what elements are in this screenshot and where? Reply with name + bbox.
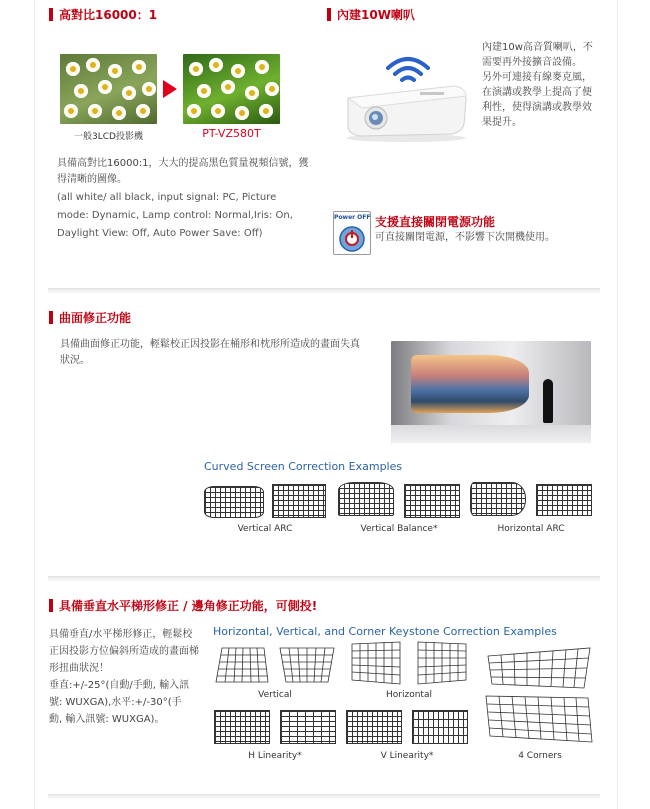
contrast-note-line-1: (all white/ all black, input signal: PC, Picture: [57, 192, 277, 203]
power-off-symbol-icon: [334, 224, 370, 254]
vertical-arc-grid-b: [272, 484, 326, 518]
speaker-line-5: 利性，使得演講或教學效: [482, 102, 592, 113]
vertical-balance-grid-a: [338, 482, 394, 516]
speaker-line-2: 需要再外接擴音設備。: [482, 57, 582, 68]
h-linearity-grid-a: [214, 710, 270, 744]
arrow-right-icon: [163, 80, 177, 98]
speaker-title: 內建10W喇叭: [337, 8, 415, 22]
speaker-line-3: 另外可連接有線麥克風，: [482, 72, 592, 83]
curved-screen-photo: [391, 341, 591, 443]
vertical-arc-label: Vertical ARC: [237, 524, 293, 534]
pt-vz580t-photo: [183, 54, 280, 124]
curved-examples-title: Curved Screen Correction Examples: [204, 460, 403, 473]
keystone-description: [49, 626, 199, 728]
contrast-heading: [49, 6, 157, 23]
keystone-line-2: 正因投影方位偏斜所造成的畫面梯: [49, 646, 199, 657]
contrast-note-line-3: Daylight View: Off, Auto Power Save: Off): [57, 228, 263, 239]
projector-image: [342, 82, 470, 142]
keystone-title: 具備垂直水平梯形修正 / 邊角修正功能，可側投!: [59, 599, 318, 613]
speaker-heading: [327, 6, 415, 23]
person-silhouette: [543, 379, 553, 423]
heading-bar: [49, 8, 53, 21]
horizontal-arc-label: Horizontal ARC: [497, 524, 565, 534]
keystone-line-1: 具備垂直/水平梯形修正，輕鬆校: [49, 629, 193, 640]
keystone-line-3: 形扭曲狀況！: [49, 663, 109, 674]
speaker-line-6: 果提升。: [482, 117, 522, 128]
h-linearity-label: H Linearity*: [248, 751, 302, 761]
section-divider: [48, 794, 600, 800]
vertical-arc-grid-a: [204, 486, 264, 518]
vertical-balance-label: Vertical Balance*: [360, 524, 438, 534]
standard-projector-photo: [60, 54, 157, 124]
heading-bar: [49, 599, 53, 612]
section-divider: [48, 288, 600, 294]
power-off-description: 可直接關閉電源，不影響下次開機使用。: [375, 232, 555, 243]
curved-screen-image: [411, 355, 529, 413]
h-linearity-grid-b: [280, 710, 336, 744]
horizontal-keystone-grids: [350, 640, 468, 686]
floor: [391, 425, 591, 443]
speaker-description: [482, 40, 593, 130]
vertical-keystone-grids: [214, 646, 336, 686]
horizontal-keystone-label: Horizontal: [386, 690, 432, 700]
curved-title: 曲面修正功能: [59, 311, 132, 325]
four-corners-label: 4 Corners: [518, 751, 562, 761]
curved-description-line-2: 狀況。: [60, 355, 90, 366]
v-linearity-label: V Linearity*: [380, 751, 434, 761]
heading-bar: [327, 8, 331, 21]
speaker-line-1: 內建10w高音質喇叭，不: [482, 42, 593, 53]
curved-heading: [49, 309, 131, 326]
keystone-line-5: 號: WUXGA),水平:+/-30°(手: [49, 697, 182, 708]
heading-bar: [49, 311, 53, 324]
v-linearity-grid-b: [412, 710, 468, 744]
vertical-keystone-label: Vertical: [258, 690, 292, 700]
four-corners-grids: [484, 646, 596, 750]
wireless-signal-icon: [384, 52, 432, 86]
contrast-note-line-2: mode: Dynamic, Lamp control: Normal,Iris: On,: [57, 210, 293, 221]
keystone-examples-title: Horizontal, Vertical, and Corner Keystone Correction Examples: [213, 625, 557, 638]
v-linearity-grid-a: [346, 710, 402, 744]
keystone-line-6: 動, 輸入訊號: WUXGA)。: [49, 714, 165, 725]
horizontal-arc-grid-a: [470, 482, 526, 516]
curved-description-line-1: 具備曲面修正功能，輕鬆校正因投影在桶形和枕形所造成的畫面失真: [60, 339, 360, 350]
power-off-title: 支援直接關閉電源功能: [375, 215, 496, 229]
vertical-balance-grid-b: [404, 484, 460, 518]
section-divider: [48, 576, 600, 582]
contrast-title: 高對比16000：1: [59, 8, 158, 22]
pt-vz580t-caption: PT-VZ580T: [202, 127, 261, 140]
standard-projector-caption: 一般3LCD投影機: [74, 132, 143, 142]
curved-description: [60, 337, 390, 369]
speaker-line-4: 在演講或教學上提高了便: [482, 87, 592, 98]
power-off-icon: [333, 211, 371, 255]
power-off-icon-label: Power OFF: [334, 214, 371, 221]
contrast-description: 具備高對比16000:1，大大的提高黑色質量視頻信號，獲得清晰的圖像。: [57, 158, 309, 185]
horizontal-arc-grid-b: [536, 484, 592, 516]
keystone-line-4: 垂直:+/-25°(自動/手動, 輸入訊: [49, 680, 190, 691]
keystone-heading: [49, 597, 317, 614]
